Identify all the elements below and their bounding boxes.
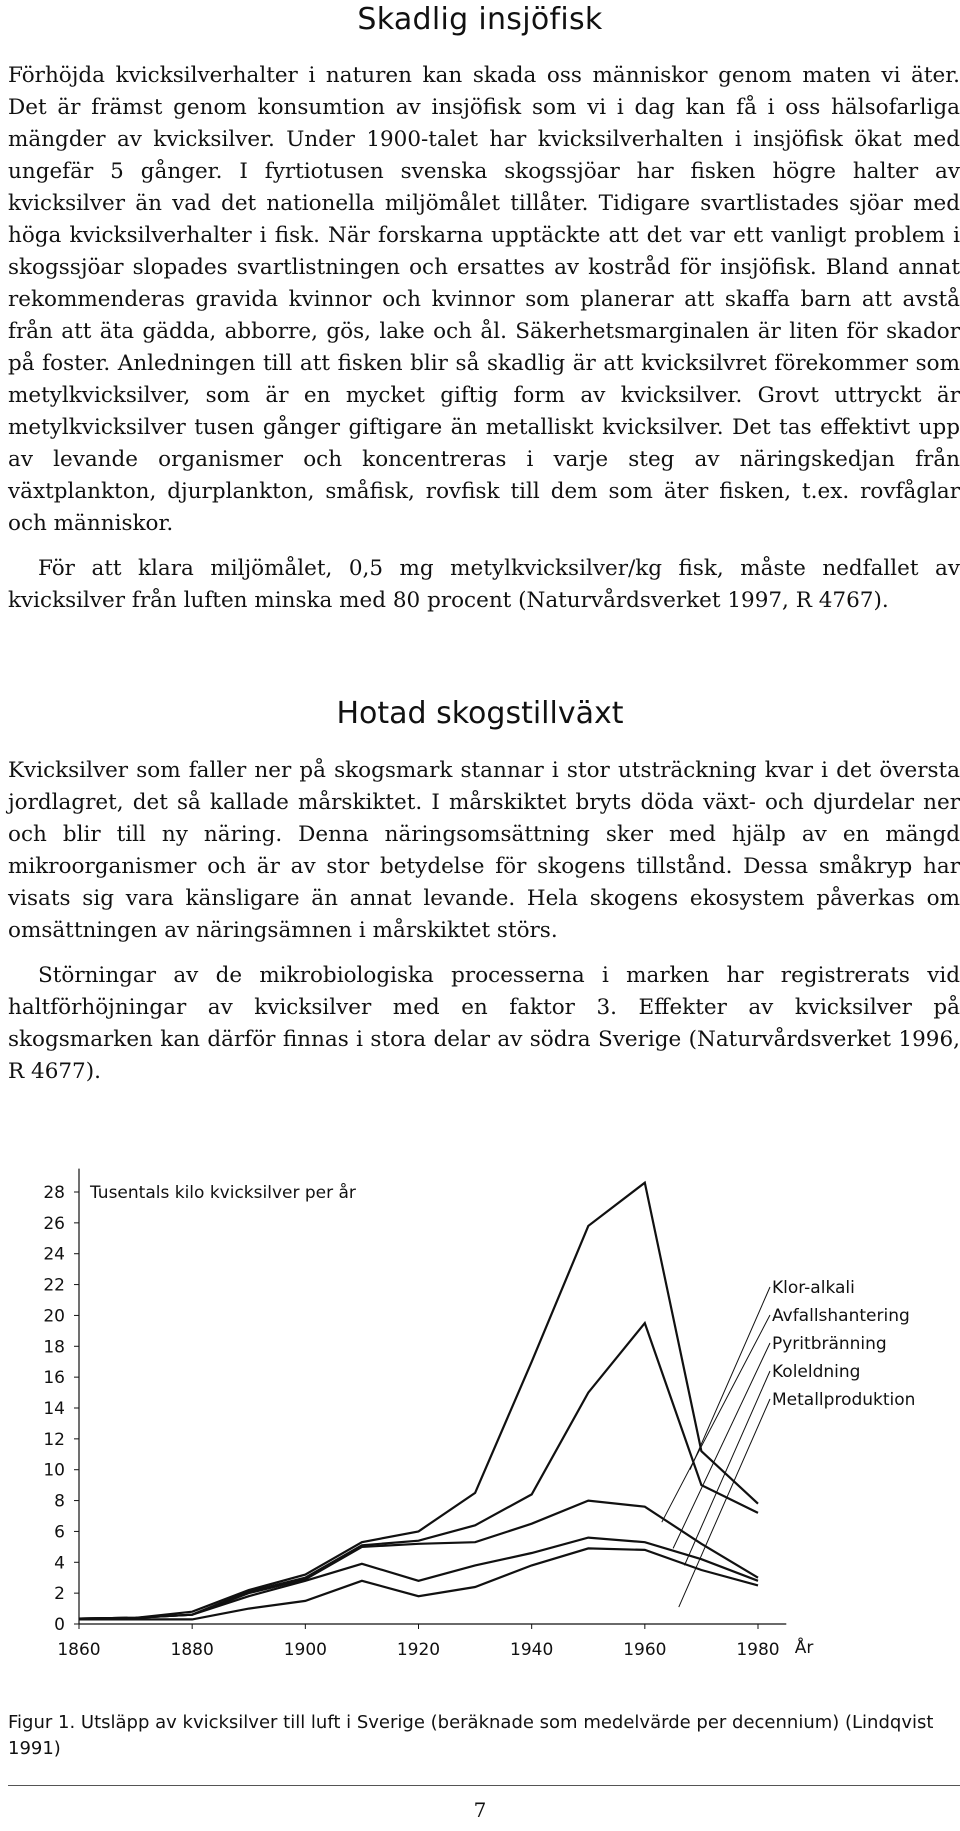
legend-leader [684, 1371, 770, 1565]
page-number: 7 [473, 1798, 487, 1822]
x-tick-label: 1860 [57, 1640, 101, 1660]
legend-label: Metallproduktion [772, 1390, 916, 1410]
legend-label: Koleldning [772, 1362, 861, 1382]
footer-rule [8, 1785, 960, 1786]
y-tick-label: 0 [54, 1615, 65, 1635]
x-tick-label: 1940 [510, 1640, 554, 1660]
section-body-forest [8, 755, 960, 1088]
series-line [79, 1538, 758, 1619]
x-tick-label: 1880 [170, 1640, 214, 1660]
section-title-fish: Skadlig insjöfisk [357, 2, 603, 37]
x-axis-label: År [794, 1638, 814, 1658]
legend-label: Avfallshantering [772, 1306, 910, 1326]
y-tick-label: 24 [43, 1244, 65, 1265]
emissions-chart [0, 1140, 960, 1700]
chart-svg [0, 1140, 960, 1700]
y-tick-label: 16 [43, 1368, 65, 1389]
x-tick-label: 1920 [396, 1640, 441, 1660]
paragraph: Kvicksilver som faller ner på skogsmark stannar i stor utsträckning kvar i det översta jordlagret, det så kallade mårskiktet. I mårskiktet bryts döda växt- och djurdelar ner och blir till ny näring. Denna näringsomsättning sker med hjälp av en mängd mikroorganismer och är av stor betydelse för skogens tillstånd. Dessa småkryp har visats sig vara känsligare än annat levande. Hela skogens ekosystem påverkas om omsättningen av näringsämnen i mårskiktet störs. [8, 758, 960, 943]
series-line [79, 1548, 758, 1619]
x-tick-label: 1980 [736, 1640, 780, 1660]
y-tick-label: 14 [43, 1399, 65, 1419]
x-tick-label: 1900 [283, 1640, 327, 1660]
section-body-fish [8, 60, 960, 617]
series-line [79, 1501, 758, 1619]
y-tick-label: 10 [43, 1460, 65, 1481]
y-tick-label: 8 [54, 1491, 65, 1512]
y-tick-label: 12 [43, 1429, 65, 1450]
y-axis-label: Tusentals kilo kvicksilver per år [90, 1183, 356, 1203]
y-tick-label: 28 [43, 1183, 65, 1203]
section-title-forest: Hotad skogstillväxt [336, 696, 624, 731]
x-tick-label: 1960 [623, 1640, 667, 1660]
paragraph: Förhöjda kvicksilverhalter i naturen kan skada oss människor genom maten vi äter. Det är främst genom konsumtion av insjöfisk som vi i dag kan få i oss hälsofarliga mängder av kvicksilver. Under 1900-talet har kvicksilverhalten i insjöfisk ökat med ungefär 5 gånger. I fyrtiotusen svenska skogssjöar har fisken högre halter av kvicksilver än vad det nationella miljömålet tillåter. Tidigare svartlistades sjöar med höga kvicksilverhalter i fisk. När forskarna upptäckte att det var ett vanligt problem i skogssjöar slopades svartlistningen och ersattes av kostråd för insjöfisk. Bland annat rekommenderas gravida kvinnor och kvinnor som planerar att skaffa barn att avstå från att äta gädda, abborre, gös, lake och ål. Säkerhetsmarginalen är liten för skador på foster. Anledningen till att fisken blir så skadlig är att kvicksilvret förekommer som metylkvicksilver, som är en mycket giftig form av kvicksilver. Grovt uttryckt är metylkvicksilver tusen gånger giftigare än metalliskt kvicksilver. Det tas effektivt upp av levande organismer och koncentreras i varje steg av näringskedjan från växtplankton, djurplankton, småfisk, rovfisk till dem som äter fisken, t.ex. rovfåglar och människor. [8, 63, 960, 536]
y-tick-label: 4 [54, 1553, 65, 1574]
legend-label: Klor-alkali [772, 1278, 855, 1298]
y-tick-label: 26 [43, 1213, 65, 1234]
y-tick-label: 22 [43, 1275, 65, 1296]
figure-caption: Figur 1. Utsläpp av kvicksilver till luft i Sverige (beräknade som medelvärde per decennium) (Lindqvist 1991) [8, 1712, 934, 1759]
y-tick-label: 18 [43, 1337, 65, 1358]
series-line [79, 1323, 758, 1619]
paragraph: Störningar av de mikrobiologiska processerna i marken har registrerats vid haltförhöjningar av kvicksilver med en faktor 3. Effekter av kvicksilver på skogsmarken kan därför finnas i stora delar av södra Sverige (Naturvårdsverket 1996, R 4677). [8, 963, 960, 1084]
y-tick-label: 6 [54, 1522, 65, 1543]
paragraph: För att klara miljömålet, 0,5 mg metylkvicksilver/kg fisk, måste nedfallet av kvicksilver från luften minska med 80 procent (Naturvårdsverket 1997, R 4767). [8, 556, 960, 613]
legend-leader [690, 1287, 770, 1470]
y-tick-label: 20 [43, 1306, 65, 1327]
y-tick-label: 2 [54, 1584, 65, 1605]
legend-label: Pyritbränning [772, 1334, 887, 1354]
